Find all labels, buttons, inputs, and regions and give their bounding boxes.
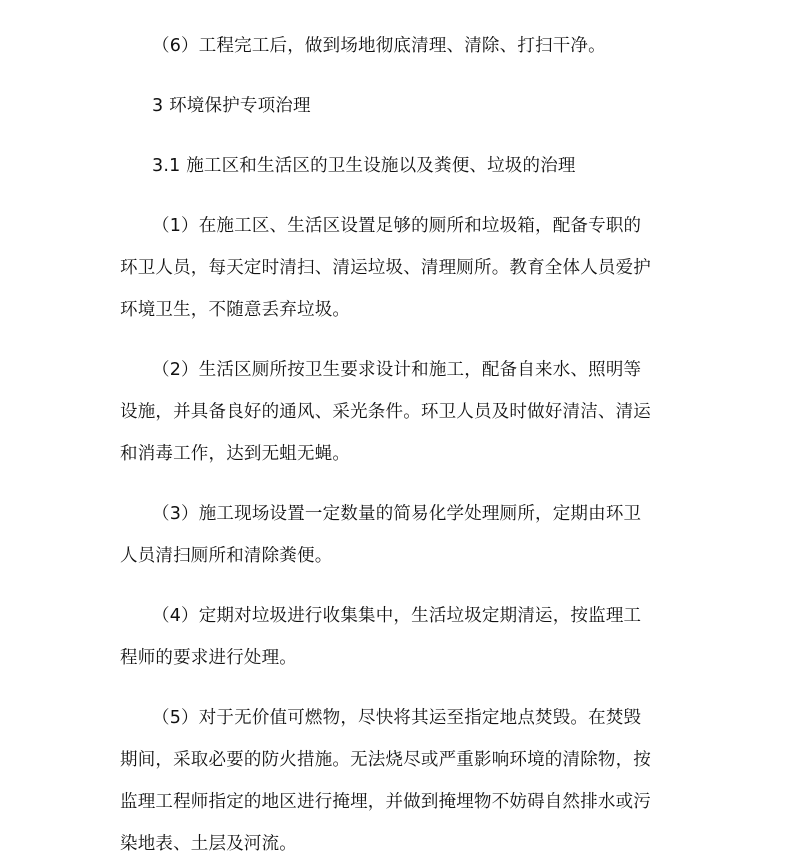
paragraph-item-2-line-2: 设施，并具备良好的通风、采光条件。环卫人员及时做好清洁、清运 (120, 402, 651, 422)
paragraph-item-4-line-1: （4）定期对垃圾进行收集集中，生活垃圾定期清运，按监理工 (152, 606, 642, 626)
paragraph-item-3-line-2: 人员清扫厕所和清除粪便。 (120, 546, 333, 566)
paragraph-item-3-line-1: （3）施工现场设置一定数量的简易化学处理厕所，定期由环卫 (152, 504, 642, 524)
paragraph-item-1-line-3: 环境卫生，不随意丢弃垃圾。 (120, 300, 351, 320)
paragraph-item-2-line-3: 和消毒工作，达到无蛆无蝇。 (120, 444, 351, 464)
paragraph-item-5-line-4: 染地表、土层及河流。 (120, 834, 297, 854)
paragraph-item-5-line-3: 监理工程师指定的地区进行掩埋，并做到掩埋物不妨碍自然排水或污 (120, 792, 651, 812)
paragraph-item-5-line-1: （5）对于无价值可燃物，尽快将其运至指定地点焚毁。在焚毁 (152, 708, 642, 728)
paragraph-item-6-line-1: （6）工程完工后，做到场地彻底清理、清除、打扫干净。 (152, 36, 606, 56)
section-heading-3-1: 3.1 施工区和生活区的卫生设施以及粪便、垃圾的治理 (152, 156, 576, 176)
paragraph-item-1-line-1: （1）在施工区、生活区设置足够的厕所和垃圾箱，配备专职的 (152, 216, 642, 236)
section-heading-3: 3 环境保护专项治理 (152, 96, 311, 116)
paragraph-item-2-line-1: （2）生活区厕所按卫生要求设计和施工，配备自来水、照明等 (152, 360, 642, 380)
paragraph-item-5-line-2: 期间，采取必要的防火措施。无法烧尽或严重影响环境的清除物，按 (120, 750, 651, 770)
paragraph-item-4-line-2: 程师的要求进行处理。 (120, 648, 297, 668)
paragraph-item-1-line-2: 环卫人员，每天定时清扫、清运垃圾、清理厕所。教育全体人员爱护 (120, 258, 651, 278)
